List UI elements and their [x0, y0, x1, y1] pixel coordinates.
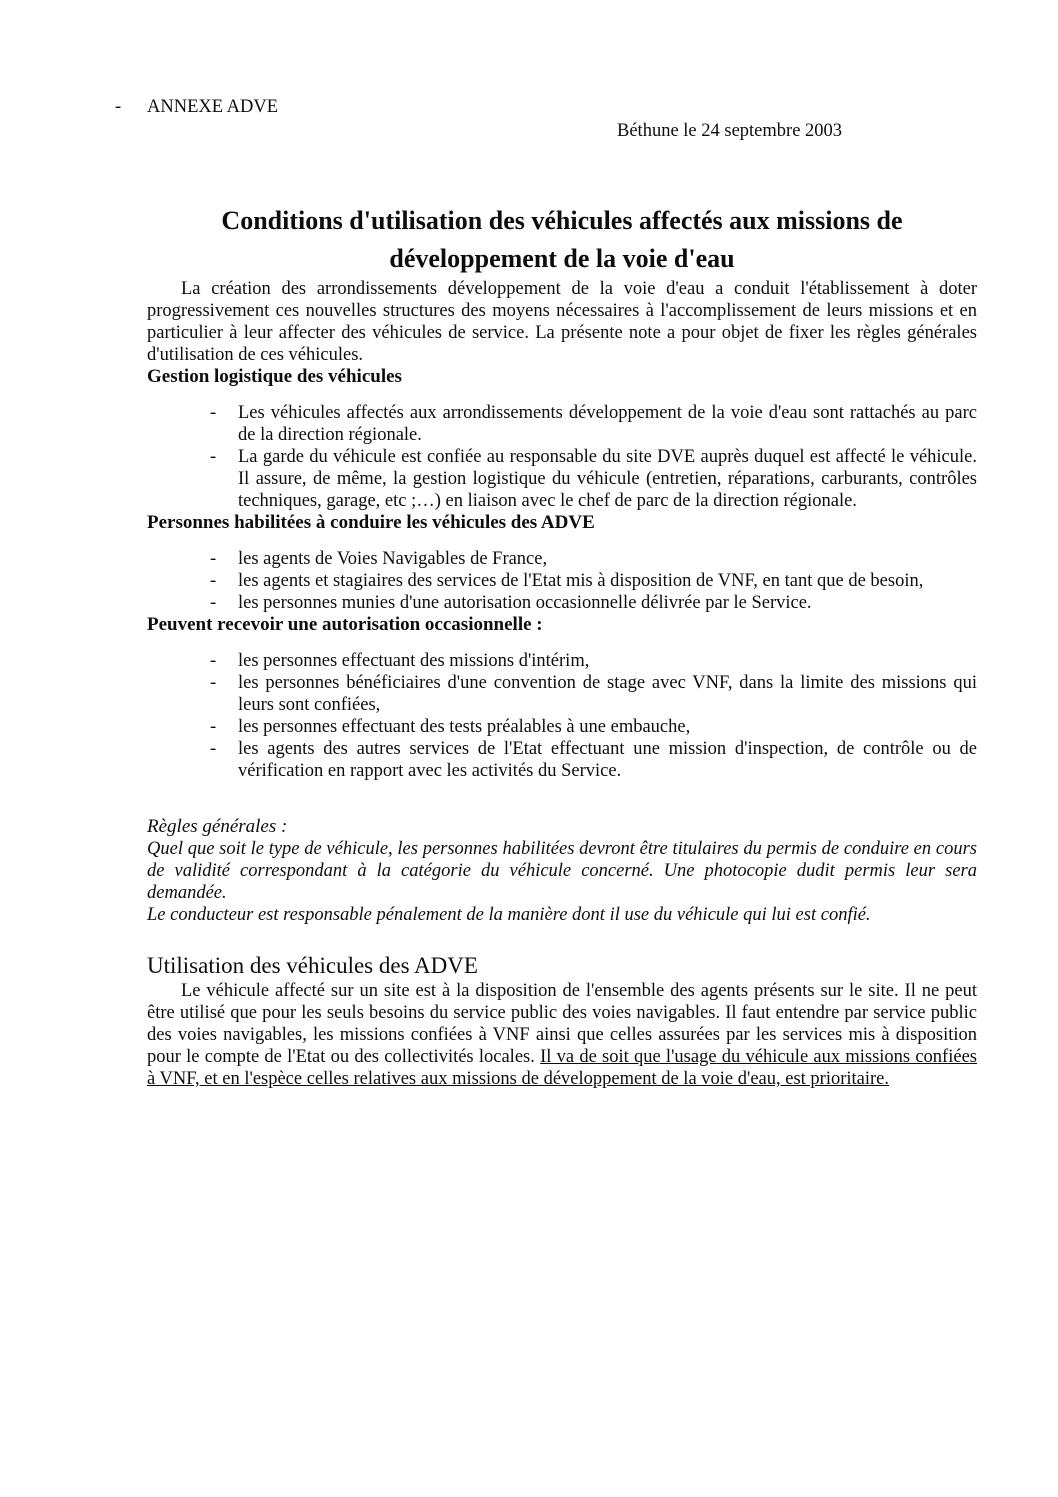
bullet-list-gestion: [147, 402, 977, 512]
bullet-dash: -: [210, 717, 217, 737]
regles-paragraph-2: Le conducteur est responsable pénalement de la manière dont il use du véhicule qui lui est confié.: [147, 905, 871, 925]
bullet-item: [147, 672, 977, 716]
bullet-dash: -: [210, 593, 217, 613]
section-heading-personnes: Personnes habilitées à conduire les véhicules des ADVE: [147, 512, 595, 533]
bullet-list-autorisation: [147, 650, 977, 782]
bullet-dash: -: [210, 673, 217, 693]
bullet-text: les personnes effectuant des missions d'intérim,: [238, 651, 590, 671]
bullet-text: les agents de Voies Navigables de France,: [238, 549, 548, 569]
annexe-line: [115, 96, 977, 118]
bullet-text: les agents des autres services de l'Etat effectuant une mission d'inspection, de contrôle ou de vérification en rapport avec les activités du Service.: [238, 739, 977, 781]
bullet-dash: -: [210, 651, 217, 671]
annexe-label: ANNEXE ADVE: [147, 97, 279, 117]
date-line: Béthune le 24 septembre 2003: [617, 121, 843, 141]
bullet-text: les agents et stagiaires des services de l'Etat mis à disposition de VNF, en tant que de besoin,: [238, 571, 924, 591]
bullet-text: La garde du véhicule est confiée au responsable du site DVE auprès duquel est affecté le véhicule. Il assure, de même, la gestion logistique du véhicule (entretien, réparations, carburants, contrôles techniques, garage, etc ;…) en liaison avec le chef de parc de la direction régionale.: [238, 447, 977, 511]
bullet-item: [147, 446, 977, 512]
bullet-dash: -: [210, 739, 217, 759]
utilisation-paragraph: [147, 980, 977, 1090]
bullet-text: les personnes effectuant des tests préalables à une embauche,: [238, 717, 691, 737]
bullet-text: les personnes munies d'une autorisation occasionnelle délivrée par le Service.: [238, 593, 812, 613]
bullet-text: Les véhicules affectés aux arrondissements développement de la voie d'eau sont rattachés au parc de la direction régionale.: [238, 403, 977, 445]
section-heading-utilisation: Utilisation des véhicules des ADVE: [147, 953, 478, 978]
bullet-dash: -: [210, 403, 217, 423]
annexe-dash: -: [115, 97, 122, 117]
intro-paragraph: La création des arrondissements développement de la voie d'eau a conduit l'établissement à doter progressivement ces nouvelles structures des moyens nécessaires à l'accomplissement de leurs missions et en particulier à leur affecter des véhicules de service. La présente note a pour objet de fixer les règles générales d'utilisation de ces véhicules.: [147, 279, 977, 365]
document-title: Conditions d'utilisation des véhicules affectés aux missions de développement de la voie d'eau: [221, 206, 903, 273]
section-heading-autorisation: Peuvent recevoir une autorisation occasionnelle :: [147, 614, 543, 635]
bullet-dash: -: [210, 571, 217, 591]
bullet-item: [147, 716, 977, 738]
bullet-dash: -: [210, 549, 217, 569]
utilisation-text-normal: Le véhicule affecté sur un site est à la disposition de l'ensemble des agents présents sur le site. Il ne peut être utilisé que pour les seuls besoins du service public des voies navigables. Il faut entendre par service public des voies navigables, les missions confiées à VNF ainsi que celles assurées par les services mis à disposition pour le compte de l'Etat ou des collectivités locales.: [147, 981, 977, 1067]
bullet-item: [147, 592, 977, 614]
bullet-text: les personnes bénéficiaires d'une convention de stage avec VNF, dans la limite des missions qui leurs sont confiées,: [238, 673, 977, 715]
bullet-item: [147, 548, 977, 570]
bullet-item: [147, 570, 977, 592]
bullet-list-personnes: [147, 548, 977, 614]
bullet-dash: -: [210, 447, 217, 467]
bullet-item: [147, 650, 977, 672]
utilisation-text-underlined: Il va de soit que l'usage du véhicule aux missions confiées à VNF, et en l'espèce celles relatives aux missions de développement de la voie d'eau, est prioritaire.: [147, 1047, 977, 1089]
bullet-item: [147, 738, 977, 782]
regles-paragraph-1: Quel que soit le type de véhicule, les personnes habilitées devront être titulaires du permis de conduire en cours de validité correspondant à la catégorie du véhicule concerné. Une photocopie dudit permis leur sera demandée.: [147, 839, 977, 903]
bullet-item: [147, 402, 977, 446]
section-heading-gestion: Gestion logistique des véhicules: [147, 366, 402, 387]
section-heading-regles: Règles générales :: [147, 816, 288, 837]
